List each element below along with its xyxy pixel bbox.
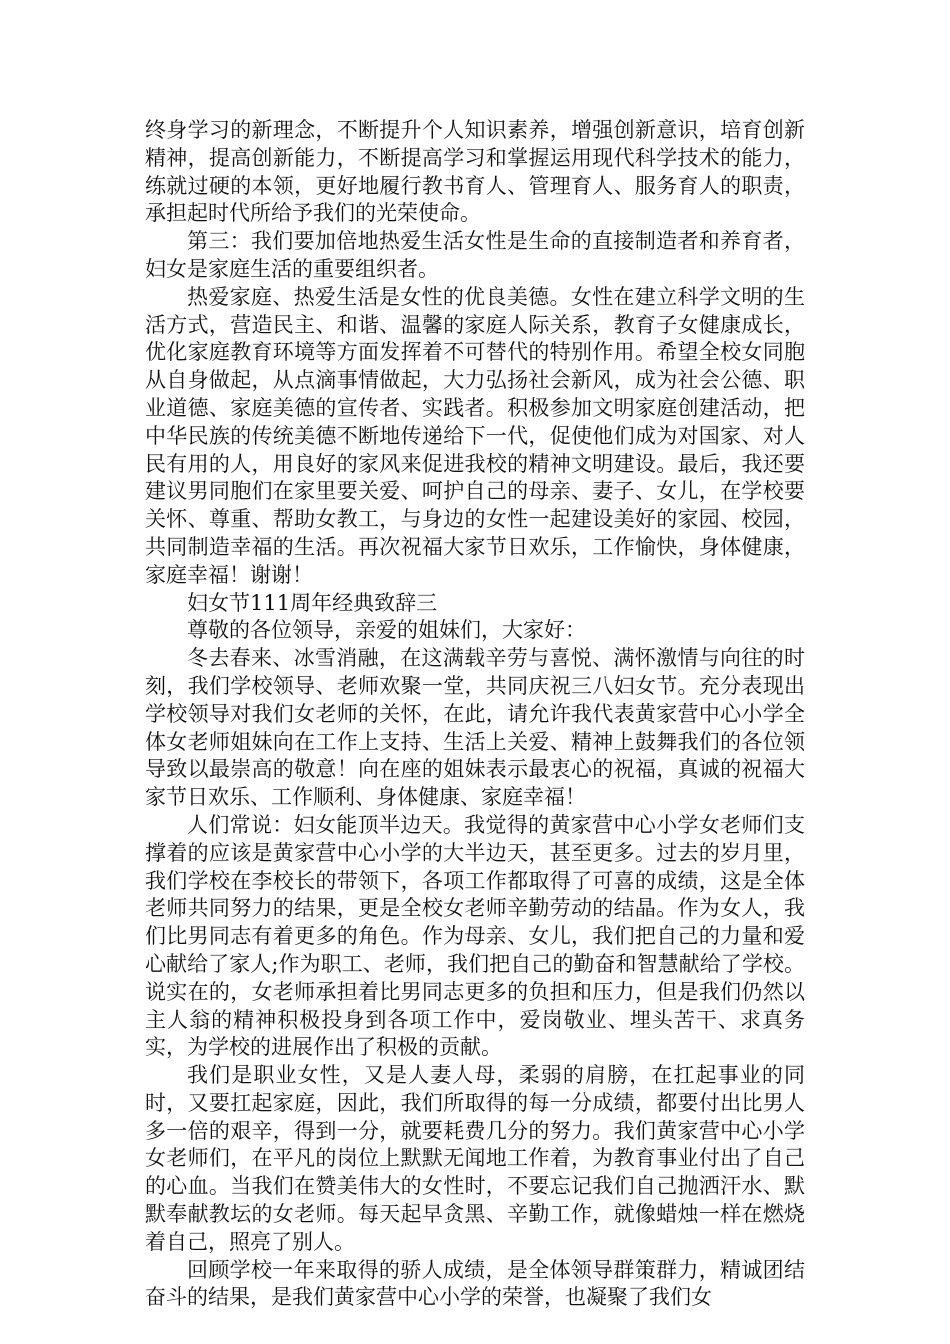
paragraph-family-virtue: 热爱家庭、热爱生活是女性的优良美德。女性在建立科学文明的生活方式，营造民主、和谐、温馨的家庭人际关系，教育子女健康成长，优化家庭教育环境等方面发挥着不可替代的特别作用。希望全校女同胞从自身做起，从点滴事情做起，大力弘扬社会新风，成为社会公德、职业道德、家庭美德的宣传者、实践者。积极参加文明家庭创建活动，把中华民族的传统美德不断地传递给下一代，促使他们成为对国家、对人民有用的人，用良好的家风来促进我校的精神文明建设。最后，我还要建议男同胞们在家里要关爱、呵护自己的母亲、妻子、女儿，在学校要关怀、尊重、帮助女教工，与身边的女性一起建设美好的家园、校园，共同制造幸福的生活。再次祝福大家节日欢乐，工作愉快，身体健康，家庭幸福！谢谢！ [145, 284, 805, 587]
paragraph-point-three: 第三：我们要加倍地热爱生活女性是生命的直接制造者和养育者，妇女是家庭生活的重要组织者。 [145, 229, 805, 281]
paragraph-greeting: 冬去春来、冰雪消融，在这满载辛劳与喜悦、满怀激情与向往的时刻，我们学校领导、老师欢聚一堂，共同庆祝三八妇女节。充分表现出学校领导对我们女老师的关怀，在此，请允许我代表黄家营中心小学全体女老师姐妹向在工作上支持、生活上关爱、精神上鼓舞我们的各位领导致以最崇高的敬意！向在座的姐妹表示最衷心的祝福，真诚的祝福大家节日欢乐、工作顺利、身体健康、家庭幸福！ [145, 646, 805, 810]
paragraph-review: 回顾学校一年来取得的骄人成绩，是全体领导群策群力，精诚团结奋斗的结果，是我们黄家营中心小学的荣誉，也凝聚了我们女 [145, 1257, 805, 1310]
section-heading: 妇女节111周年经典致辞三 [187, 590, 438, 615]
paragraph-continuation: 终身学习的新理念，不断提升个人知识素养，增强创新意识，培育创新精神，提高创新能力，不断提高学习和掌握运用现代科学技术的能力，练就过硬的本领，更好地履行教书育人、管理育人、服务育人的职责，承担起时代所给予我们的光荣使命。 [145, 118, 805, 226]
paragraph-professional-women: 我们是职业女性，又是人妻人母，柔弱的肩膀，在扛起事业的同时，又要扛起家庭，因此，我们所取得的每一分成绩，都要付出比男人多一倍的艰辛，得到一分，就要耗费几分的努力。我们黄家营中心小学女老师们，在平凡的岗位上默默无闻地工作着，为教育事业付出了自己的心血。当我们在赞美伟大的女性时，不要忘记我们自己抛洒汗水、默默奉献教坛的女老师。每天起早贪黑、辛勤工作，就像蜡烛一样在燃烧着自己，照亮了别人。 [145, 1063, 805, 1254]
paragraph-half-sky: 人们常说：妇女能顶半边天。我觉得的黄家营中心小学女老师们支撑着的应该是黄家营中心小学的大半边天，甚至更多。过去的岁月里，我们学校在李校长的带领下，各项工作都取得了可喜的成绩，这是全体老师共同努力的结果，更是全校女老师辛勤劳动的结晶。作为女人，我们比男同志有着更多的角色。作为母亲、女儿，我们把自己的力量和爱心献给了家人;作为职工、老师，我们把自己的勤奋和智慧献给了学校。说实在的，女老师承担着比男同志更多的负担和压力，但是我们仍然以主人翁的精神积极投身到各项工作中，爱岗敬业、埋头苦干、求真务实，为学校的进展作出了积极的贡献。 [145, 812, 805, 1060]
document-body [145, 117, 805, 1312]
salutation: 尊敬的各位领导，亲爱的姐妹们，大家好： [187, 618, 586, 643]
